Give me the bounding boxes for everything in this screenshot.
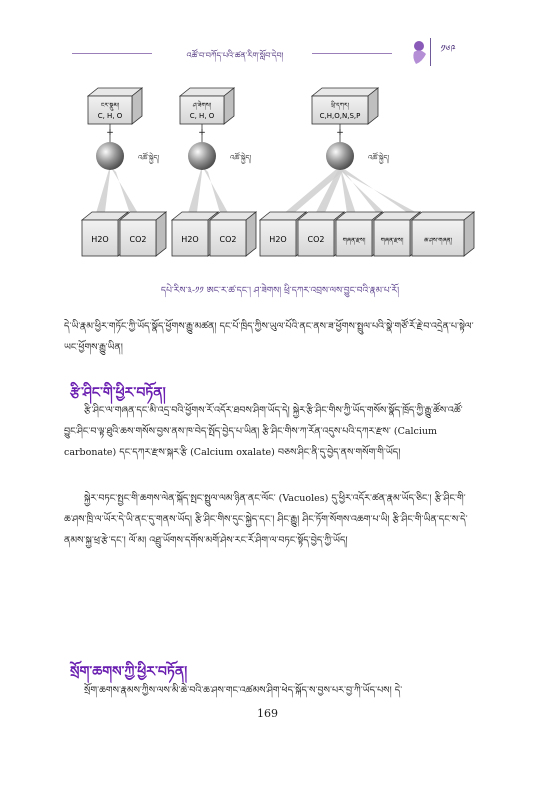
plus-sign: + bbox=[336, 128, 344, 138]
bottom-box-label: ཆ་ཤས་གཞན། bbox=[424, 237, 452, 244]
top-box-3 bbox=[312, 88, 378, 124]
header-rule-right bbox=[312, 53, 392, 54]
page-number: ༡༦༩ bbox=[430, 38, 465, 66]
bottom-box-label: CO2 bbox=[129, 235, 147, 244]
diagram-svg bbox=[80, 82, 480, 272]
paragraph-intro: དེ་ཡི་རྣམ་ཕྱིར་གཏོང་ཀྱི་ཡོད་སྣོད་ཕྱོགས་རྒྱུ་མཚན། དང་པོ་ཁྲིད་ཀྱིས་ཡུལ་པོའི་ནང་ནས་ཟ་ཕྱོགས་སྤྲུལ་པའི་སྣེ་གཙོ་རོ་རྗེ་བ་འདྲེན་པ་སྟེལ་ཡང་ཕྱོགས་རྒྱུ་ཡིན། bbox=[64, 321, 474, 353]
bottom-box-label: CO2 bbox=[307, 235, 325, 244]
top-box-1 bbox=[88, 88, 142, 124]
ornament-icon bbox=[410, 38, 430, 66]
enzyme-label: འཚོ་སྐྱེད། bbox=[230, 154, 252, 162]
enzyme-sphere bbox=[326, 142, 354, 170]
bottom-box-label: H2O bbox=[181, 235, 199, 244]
enzyme-label: འཚོ་སྐྱེད། bbox=[368, 154, 390, 162]
section-heading-plant: རྩི་ཤིང་གི་ཕྱིར་བཏོན། bbox=[70, 385, 166, 401]
enzyme-label: འཚོ་སྐྱེད། bbox=[138, 154, 160, 162]
paragraph-animal: སྲོག་ཆགས་རྣམས་ཀྱིས་ལས་མི་ཆེ་བའི་ཆ་ཤས་གང་འཚམས་ཤིག་ཕེད་སྐོད་ས་བྱས་པར་བྱ་ཀི་ཡོད་པས། དེ་ bbox=[84, 685, 403, 696]
plus-sign: + bbox=[198, 128, 206, 138]
paragraph-plant-1: རྩི་ཤིང་ལ་གཞན་དང་མི་འདྲ་བའི་ཕྱོགས་རོ་འདོར་ཐབས་ཤིག་ཡོད་དེ། སྐྱེར་རྩི་ཤིང་གིས་ཀྱི་ཡོད་གསོས་སྣོད་ཁྲོད་ཀྱི་རྒྱུ་ཚོས་འཚོ་བྱུང་ཤིང་བ་ལྟ་ཐུའི་ཆས་གསོས་བྱས་ནས་ཁ་བེད་སྤོད་བྱེད་པ་ཡིན། རྩི་ཤིང་གིས་ཀ་རོན་འདུས་པའི་དཀར་རྫས་ (Calcium carbonate) དང་དཀར་རྫས་སྐར་རྩི (Calcium oxalate) བཅས་ཤིང་ནི་དུ་བྱེད་ནས་གསོག་གི་ཡོད། bbox=[64, 405, 463, 458]
running-header bbox=[72, 44, 462, 64]
top-box-label: ཕྲི་དཀར། bbox=[331, 102, 349, 109]
enzyme-sphere bbox=[96, 142, 124, 170]
paragraph-plant-2: སྐྱེར་བཏང་སྤྱང་གི་ཆགས་ལེན་སྐོད་སྤང་སྤྲུལ་ལམ་ཉིན་ནང་ལོང་ (Vacuoles) དུ་ཕྱིར་འདོར་ཚན་རྣམ་ཡོད་ཅིང་། རྩི་ཤིང་གི་ཆ་ཤས་ཁྲི་ལ་ཡོར་དེ་ཡི་ནང་དུ་གནས་ཡོད། རྩི་ཤིང་གིས་དུང་སྐྱེད་དང་། ཤིང་རྒྱུ། ཤིང་ཏོག་སོགས་འཆག་པ་ཡི། རྩི་ཤིང་གི་ཡིན་དང་ས་དེ་ནམས་སྐྱ་ཕྲ་རྩེ་དང་། ལོ་མ། འཐྲུ་ཡོགས་དགོས་མགོ་ཤེས་རང་རོ་ཤིག་ལ་བཏང་སྟོད་བྱེད་ཀྱི་ཡོད། bbox=[64, 493, 468, 546]
enzyme-sphere bbox=[188, 142, 216, 170]
plus-sign: + bbox=[106, 128, 114, 138]
bottom-box bbox=[412, 212, 474, 256]
page-folio: 169 bbox=[257, 707, 278, 720]
bottom-box-label: H2O bbox=[91, 235, 109, 244]
bottom-box bbox=[210, 212, 256, 256]
bottom-box-label: གཞན་རྫས། bbox=[342, 237, 366, 244]
header-rule-left bbox=[72, 53, 152, 54]
figure-diagram bbox=[80, 82, 480, 272]
top-box-formula: C,H,O,N,S,P bbox=[319, 112, 361, 120]
bottom-box-label: CO2 bbox=[219, 235, 237, 244]
bottom-box-label: H2O bbox=[269, 235, 287, 244]
top-box-formula: C, H, O bbox=[97, 112, 123, 120]
bottom-box-label: གཞན་རྫས། bbox=[380, 237, 404, 244]
header-title: འཚོ་བ་བཀོད་པའི་ཚན་རིག་སློབ་དེབ། bbox=[186, 51, 284, 60]
section-heading-animal: སྲོག་ཆགས་ཀྱི་ཕྱིར་བཏོན། bbox=[70, 664, 188, 680]
top-box-2 bbox=[180, 88, 234, 124]
bottom-box bbox=[120, 212, 166, 256]
top-box-label: ངར་སྣུམ། bbox=[100, 102, 120, 109]
top-box-label: ཤ་ཟེགས། bbox=[192, 102, 212, 109]
top-box-formula: C, H, O bbox=[189, 112, 215, 120]
figure-caption: དཔེ་རིས་༣-༡༡ ཨང་ར་ཚ་དང་། ཤ་ཟེགས། ཕྲི་དཀར་འབྲས་ལས་བྱུང་བའི་རྣམ་པ་རོ། bbox=[160, 286, 400, 296]
